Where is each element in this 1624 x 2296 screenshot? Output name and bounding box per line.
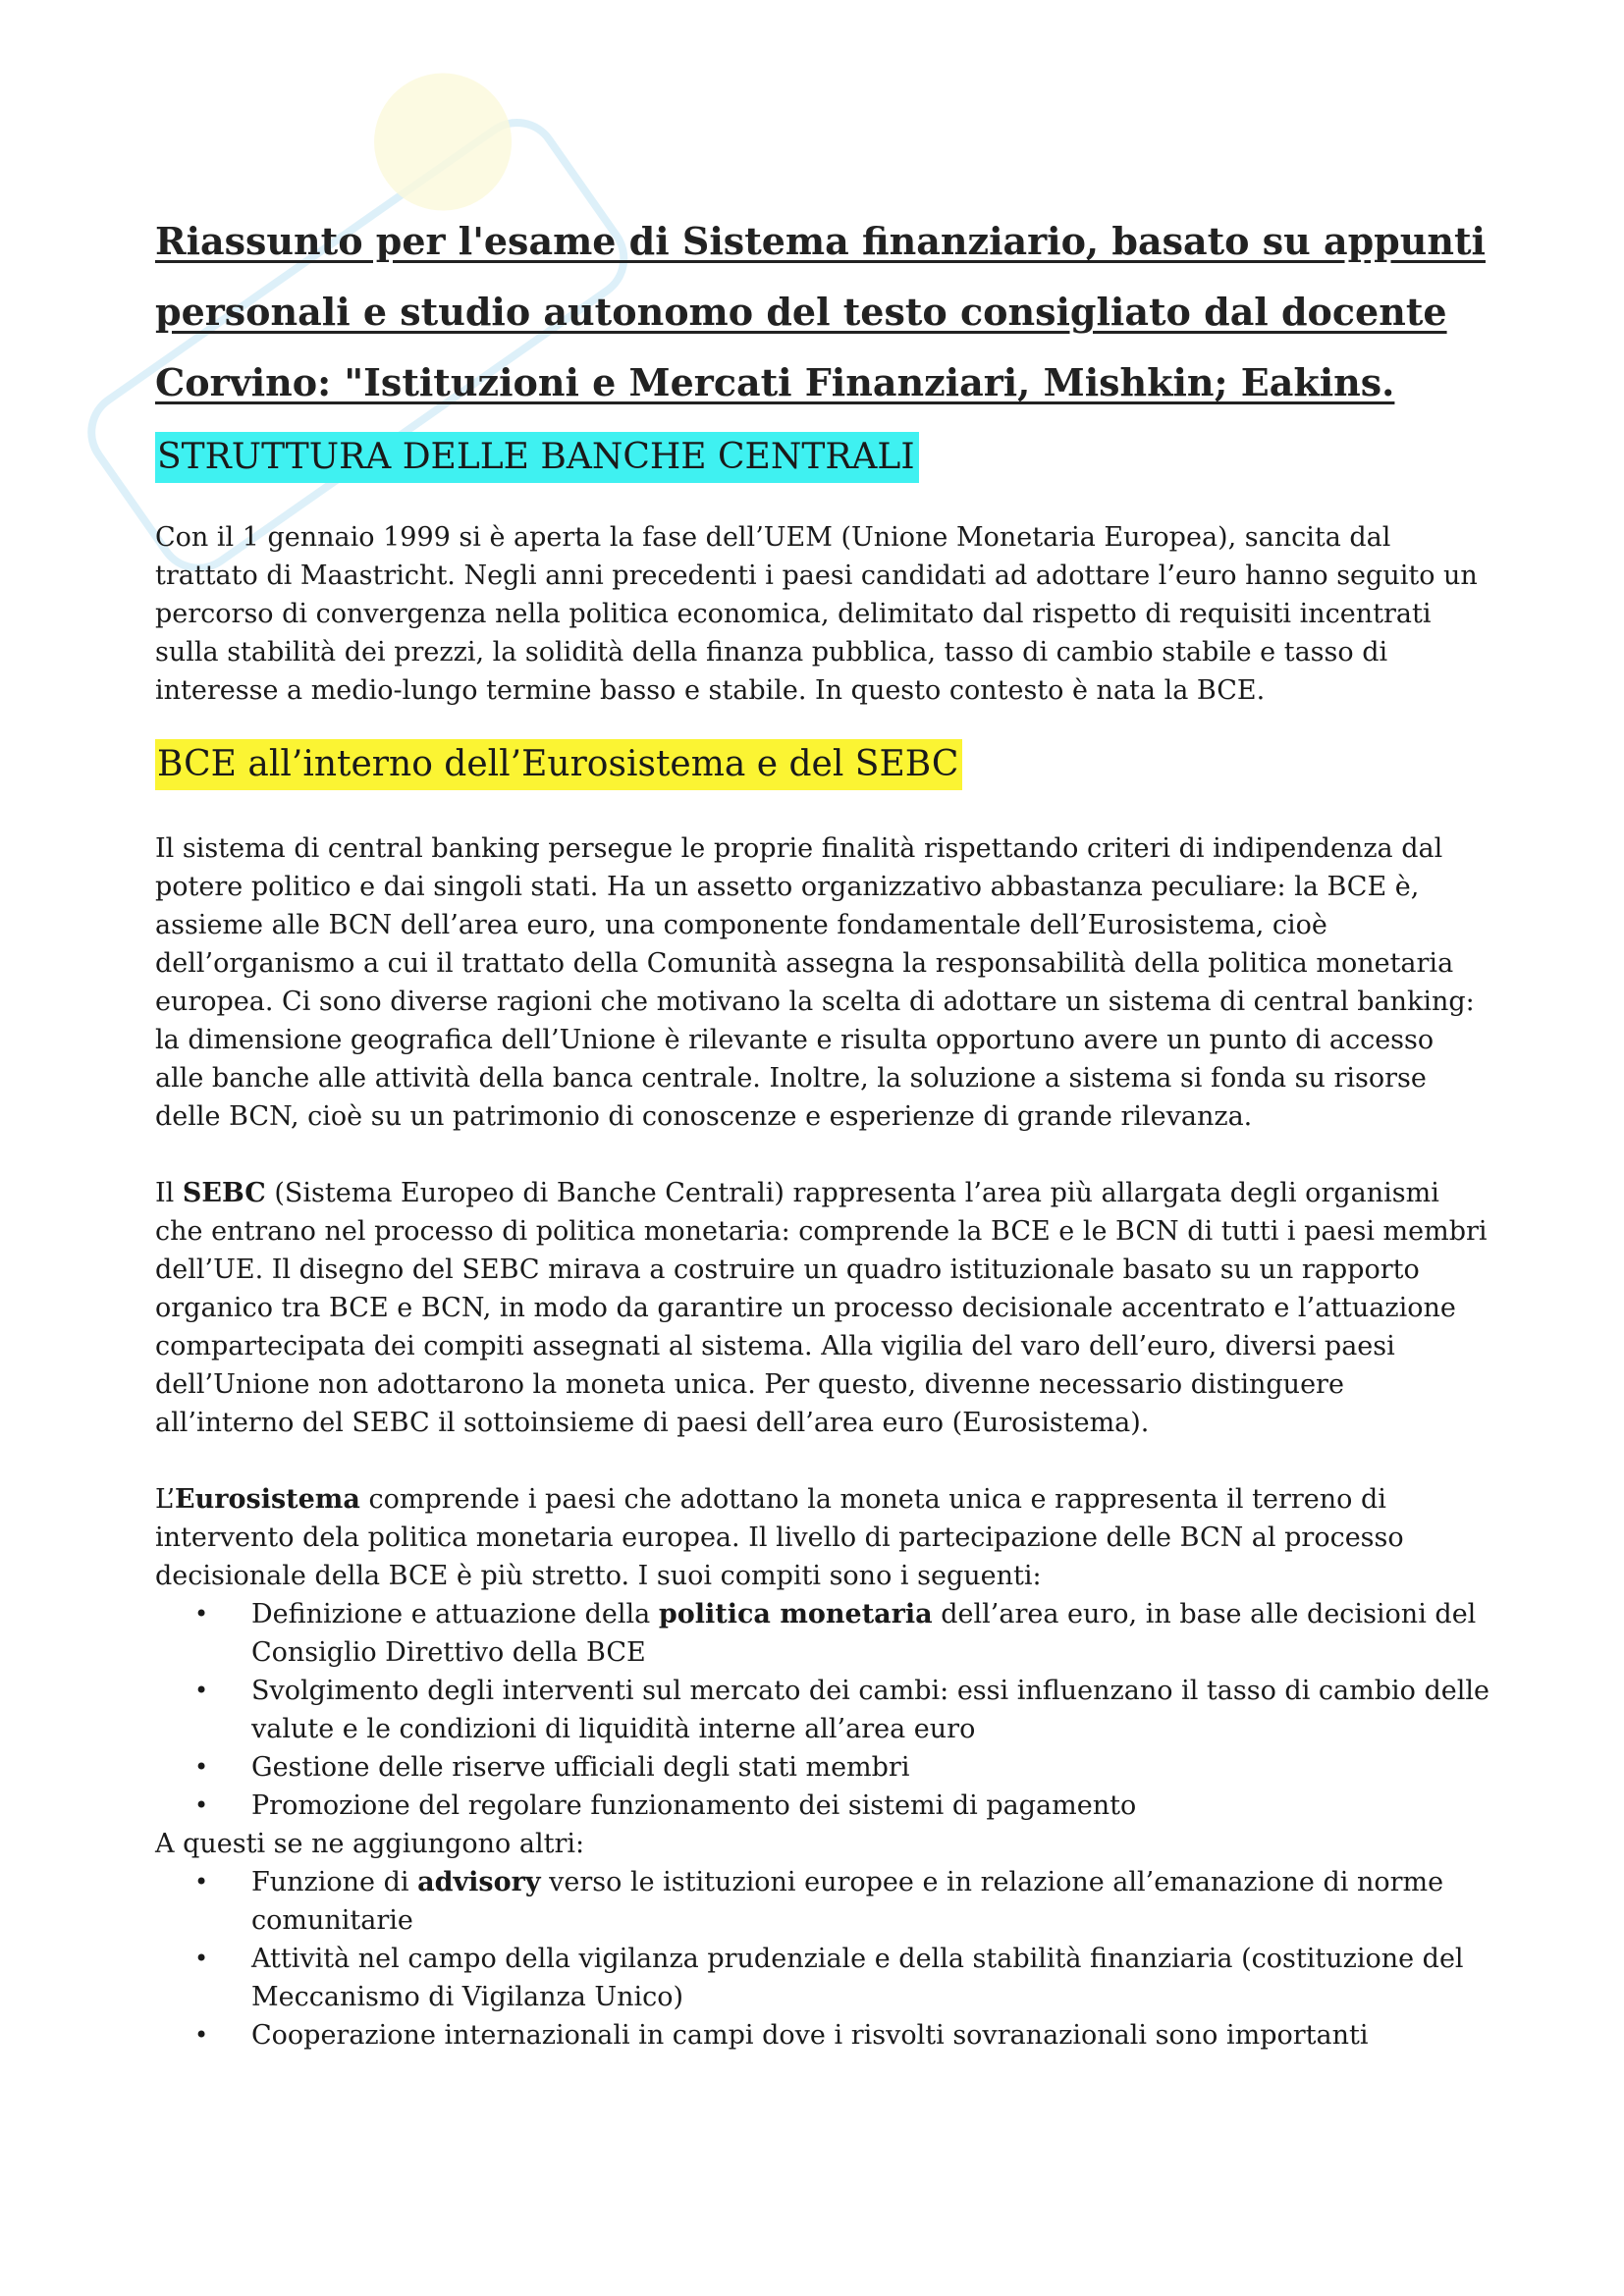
document-title: Riassunto per l'esame di Sistema finanziario, basato su appunti personali e studio autonomo del testo consigliato dal docente Corvino: "Istituzioni e Mercati Finanziari, Mishkin; Eakins.: [155, 219, 1486, 404]
list-item: [194, 2016, 1490, 2055]
list-item-text: Definizione e attuazione della: [251, 1599, 659, 1629]
sebc-term: SEBC: [182, 1178, 266, 1208]
additional-tasks-list: [155, 1863, 1490, 2055]
paragraph-sebc: [155, 1174, 1490, 1442]
list-item: [194, 1787, 1490, 1825]
list-item-text: Cooperazione internazionali in campi dove i risvolti sovranazionali sono importanti: [251, 2020, 1369, 2051]
eurosistema-prefix: L’: [155, 1484, 176, 1515]
list-item-bold: politica monetaria: [658, 1599, 933, 1629]
bullet-icon: •: [194, 1791, 209, 1819]
sebc-rest: (Sistema Europeo di Banche Centrali) rappresenta l’area più allargata degli organismi che entrano nel processo di politica monetaria: comprende la BCE e le BCN di tutti i paesi membri dell’UE. Il disegno del SEBC mirava a costruire un quadro istituzionale basato su un rapporto organico tra BCE e BCN, in modo da garantire un processo decisionale accentrato e l’attuazione compartecipata dei compiti assegnati al sistema. Alla vigilia del varo dell’euro, diversi paesi dell’Unione non adottarono la moneta unica. Per questo, divenne necessario distinguere all’interno del SEBC il sottoinsieme di paesi dell’area euro (Eurosistema).: [155, 1178, 1488, 1438]
bullet-icon: •: [194, 1677, 209, 1704]
list-item-bold: advisory: [417, 1867, 541, 1897]
bullet-icon: •: [194, 1600, 209, 1628]
list-item: [194, 1595, 1490, 1672]
list-item-text: Attività nel campo della vigilanza prudenziale e della stabilità finanziaria (costituzione del Meccanismo di Vigilanza Unico): [251, 1944, 1464, 2012]
list-item: [194, 1672, 1490, 1748]
list-item-text: verso le istituzioni europee e in relazione all’emanazione di norme comunitarie: [251, 1867, 1444, 1936]
bullet-icon: •: [194, 1868, 209, 1896]
paragraph-uem: Con il 1 gennaio 1999 si è aperta la fase dell’UEM (Unione Monetaria Europea), sancita dal trattato di Maastricht. Negli anni precedenti i paesi candidati ad adottare l’euro hanno seguito un percorso di convergenza nella politica economica, delimitato dal rispetto di requisiti incentrati sulla stabilità dei prezzi, la solidità della finanza pubblica, tasso di cambio stabile e tasso di interesse a medio-lungo termine basso e stabile. In questo contesto è nata la BCE.: [155, 522, 1478, 706]
list-item-text: Gestione delle riserve ufficiali degli stati membri: [251, 1752, 910, 1783]
list-item-text: Svolgimento degli interventi sul mercato dei cambi: essi influenzano il tasso di cambio delle valute e le condizioni di liquidità interne all’area euro: [251, 1676, 1490, 1744]
eurosistema-tasks-list: [155, 1595, 1490, 1825]
eurosistema-rest: comprende i paesi che adottano la moneta unica e rappresenta il terreno di intervento dela politica monetaria europea. Il livello di partecipazione delle BCN al processo decisionale della BCE è più stretto. I suoi compiti sono i seguenti:: [155, 1484, 1404, 1591]
sebc-prefix: Il: [155, 1178, 183, 1208]
paragraph-eurosistema: [155, 1480, 1490, 1595]
paragraph-others: A questi se ne aggiungono altri:: [155, 1829, 585, 1859]
list-item: [194, 1748, 1490, 1787]
section-heading-bce: BCE all’interno dell’Eurosistema e del SEBC: [155, 739, 962, 790]
list-item: [194, 1940, 1490, 2016]
list-item-text: dell’area euro, in base alle decisioni del Consiglio Direttivo della BCE: [251, 1599, 1477, 1668]
bullet-icon: •: [194, 1945, 209, 1972]
list-item: [194, 1863, 1490, 1940]
list-item-text: Promozione del regolare funzionamento dei sistemi di pagamento: [251, 1790, 1137, 1821]
paragraph-central-banking: Il sistema di central banking persegue le proprie finalità rispettando criteri di indipendenza dal potere politico e dai singoli stati. Ha un assetto organizzativo abbastanza peculiare: la BCE è, assieme alle BCN dell’area euro, una componente fondamentale dell’Eurosistema, cioè dell’organismo a cui il trattato della Comunità assegna la responsabilità della politica monetaria europea. Ci sono diverse ragioni che motivano la scelta di adottare un sistema di central banking: la dimensione geografica dell’Unione è rilevante e risulta opportuno avere un punto di accesso alle banche alle attività della banca centrale. Inoltre, la soluzione a sistema si fonda su risorse delle BCN, cioè su un patrimonio di conoscenze e esperienze di grande rilevanza.: [155, 833, 1475, 1132]
eurosistema-term: Eurosistema: [175, 1484, 360, 1515]
list-item-text: Funzione di: [251, 1867, 418, 1897]
section-heading-struttura: STRUTTURA DELLE BANCHE CENTRALI: [155, 432, 919, 483]
bullet-icon: •: [194, 2021, 209, 2049]
bullet-icon: •: [194, 1753, 209, 1781]
document-page: [155, 206, 1490, 2055]
